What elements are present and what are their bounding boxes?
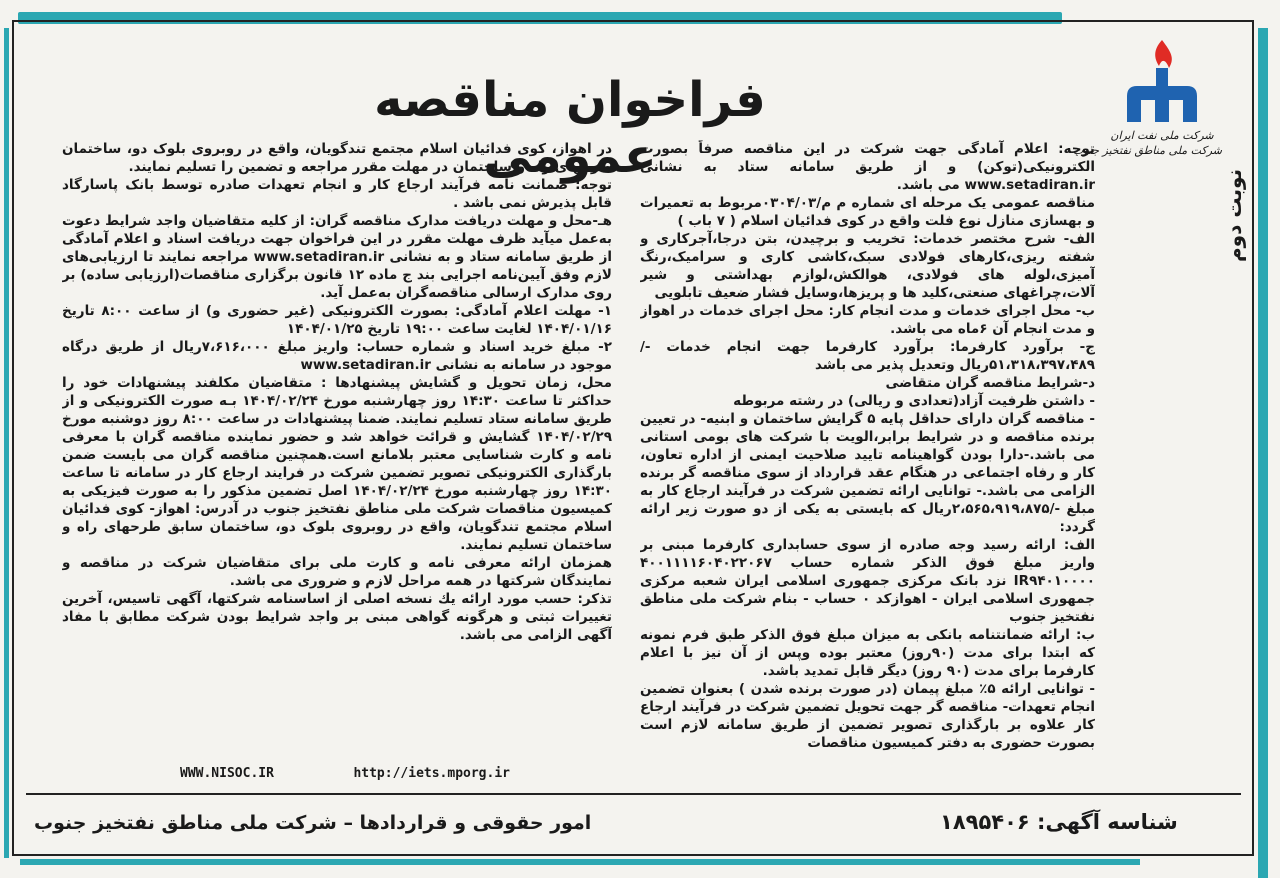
bottom-accent-bar [20, 859, 1140, 865]
paragraph: - توانایی ارائه ۵٪ مبلغ پیمان (در صورت برنده شدن ) بعنوان تضمین انجام تعهدات- مناقصه گر جهت تحویل تضمین شرکت در فرآیند ارجاع کار علاوه بر بارگذاری تصویر تضمین از طریق سامانه لازم است بصورت حضوری به دفتر کمیسیون مناقصات [640, 681, 1095, 751]
paragraph: ج- برآورد کارفرما: برآورد کارفرما جهت انجام خدمات -/۵۱،۳۱۸،۳۹۷،۴۸۹ریال وتعدیل پذیر می باشد [640, 339, 1095, 373]
nisoc-flame-logo-icon [1119, 36, 1205, 128]
paragraph: در اهواز، کوی فدائیان اسلام مجتمع تندگویان، واقع در روبروی بلوک دو، ساختمان طرحهای راه و ساختمان در مهلت مقرر مراجعه و تضمین را تسلیم نمایند. [62, 141, 612, 175]
paragraph: توجه: ضمانت نامه فرآیند ارجاع کار و انجام تعهدات صادره توسط بانک پاسارگاد قابل پذیرش نمی باشد . [62, 177, 612, 211]
logo-line-1: شرکت ملی نفت ایران [1110, 129, 1214, 142]
paragraph: ب- محل اجرای خدمات و مدت انجام کار: محل اجرای خدمات در اهواز و مدت انجام آن ۶ماه می باشد. [640, 303, 1095, 337]
paragraph: - مناقصه گران دارای حداقل پایه ۵ گرایش ساختمان و ابنیه- در تعیین برنده مناقصه و در شرایط برابر،الویت با شرکت های بومی استانی می باشد.-دارا بودن گواهینامه تایید صلاحیت ایمنی از اداره تعاون، کار و رفاه اجتماعی در هنگام عقد قرارداد از سوی مناقصه گر برنده الزامی می باشد.- توانایی ارائه تضمین شرکت در فرآیند ارجاع کار به مبلغ -/۲،۵۶۵،۹۱۹،۸۷۵ریال که بایستی به یکی از دو صورت زیر ارائه گردد: [640, 411, 1095, 535]
paragraph: ۱- مهلت اعلام آمادگی: بصورت الکترونیکی (غیر حضوری و) از ساعت ۸:۰۰ تاریخ ۱۴۰۴/۰۱/۱۶ لغایت ساعت ۱۹:۰۰ تاریخ ۱۴۰۴/۰۱/۲۵ [62, 303, 612, 337]
paragraph: الف- شرح مختصر خدمات: تخریب و برچیدن، بتن درجا،آجرکاری و شفته ریزی،کارهای فولادی سبک،کاشی کاری و سرامیک،رنگ آمیزی،لوله های فولادی، هوالکش،لوازم بهداشتی و شیر آلات،چراغهای صنعتی،کلید ها و پریزها،وسایل فشار ضعیف تابلویی [640, 231, 1095, 301]
paragraph: - داشتن ظرفیت آزاد(تعدادی و ریالی) در رشته مربوطه [733, 393, 1095, 409]
paragraph: ۲- مبلغ خرید اسناد و شماره حساب: واریز مبلغ ۷،۶۱۶،۰۰۰ریال از طریق درگاه موجود در سامانه به نشانی www.setadiran.ir [62, 339, 612, 373]
paragraph: مناقصه عمومی یک مرحله ای شماره م م/۰۳۰۴/۰۳مربوط به تعمیرات و بهسازی منازل نوع فلت واقع در کوی فدائیان اسلام ( ۷ باب ) [640, 195, 1095, 229]
paragraph: محل، زمان تحویل و گشایش پیشنهادها : متقاضیان مکلفند پیشنهادات خود را حداکثر تا ساعت ۱۴:۳۰ روز چهارشنبه مورخ ۱۴۰۴/۰۲/۲۴ بـه صورت الکترونیکی و از طریق سامانه ستاد تسلیم نمایند. ضمنا پیشنهادات در ساعت ۸:۰۰ روز دوشنبه مورخ ۱۴۰۴/۰۲/۲۹ گشایش و قرائت خواهد شد و حضور نماینده مناقصه گران با معرفی نامه و کارت شناسایی معتبر بلامانع است.همچنین مناقصه گران می بایست ضمن بارگذاری الکترونیکی تصویر تضمین شرکت در فرایند ارجاع کار در سامانه تا ساعت ۱۴:۳۰ روز چهارشنبه مورخ ۱۴۰۴/۰۲/۲۴ اصل تضمین مذکور را به صورت فیزیکی به کمیسیون مناقصات شرکت ملی مناطق نفتخیز جنوب در آدرس: اهواز- کوی فدائیان اسلام مجتمع تندگویان، واقع در روبروی بلوک دو، ساختمان سابق طرحهای راه و ساختمان تسلیم نمایند. [62, 375, 612, 553]
paragraph: د-شرایط مناقصه گران متقاضی [885, 375, 1095, 391]
paragraph: ب: ارائه ضمانتنامه بانکی به میزان مبلغ فوق الذکر طبق فرم نمونه که ابتدا برای مدت (۹۰روز) معتبر بوده وپس از آن نیز با اعلام کارفرما برای مدت (۹۰ روز) دیگر قابل تمدید باشد. [640, 627, 1095, 679]
left-accent-bar [4, 28, 9, 858]
round-label: نوبت دوم [1222, 168, 1246, 262]
iets-url[interactable]: http://iets.mporg.ir [353, 766, 510, 781]
notice-id: شناسه آگهی: ۱۸۹۵۴۰۶ [940, 810, 1178, 834]
left-text-column [62, 140, 612, 750]
footer-organization: امور حقوقی و قراردادها – شرکت ملی مناطق نفتخیز جنوب [34, 812, 592, 834]
paragraph: هـ-محل و مهلت دریافت مدارک مناقصه گران: از کلیه متقاضیان واجد شرایط دعوت بەعمل میآید ظرف مهلت مقرر در این فراخوان جهت دریافت اسناد و اعلام آمادگی از طریق سامانه ستاد و به نشانی www.setadiran.ir مراجعه نمایند تا ارزیابی‌های لازم وفق آیین‌نامه اجرایی بند ج ماده ۱۲ قانون برگزاری مناقصات(ارزیابی ساده) بر روی مدارک ارسالی مناقصه‌گران به‌عمل آید. [62, 213, 612, 301]
paragraph: همزمان ارائه معرفی نامه و کارت ملی برای متقاضیان شرکت در مناقصه و نمایندگان شرکتها در همه مراحل لازم و ضروری می باشد. [62, 555, 612, 589]
logo-line-2: شرکت ملی مناطق نفتخیز جنوب [1072, 144, 1222, 157]
right-text-column [640, 140, 1095, 805]
paragraph: توجه: اعلام آمادگی جهت شرکت در این مناقصه صرفاً بصورت الکترونیکی(توکن) و از طریق سامانه ستاد به نشانی www.setadiran.ir می باشد. [640, 141, 1095, 193]
paragraph: تذکر: حسب مورد ارائه یك نسخه اصلی از اساسنامه شرکتها، آگهی تاسیس، آخرین تغییرات ثبتی و هرگونه گواهی مبنی بر واجد شرایط بودن شرکت مطابق با مفاد آگهی الزامی می باشد. [62, 591, 612, 643]
website-links [180, 766, 510, 781]
footer-divider [26, 793, 1241, 795]
notice-title: فراخوان مناقصه عمومی [374, 72, 766, 184]
nisoc-url[interactable]: WWW.NISOC.IR [180, 766, 274, 781]
paragraph: الف: ارائه رسید وجه صادره از سوی حسابداری کارفرما مبنی بر واریز مبلغ فوق الذکر شماره حساب ۴۰۰۱۱۱۱۶۰۴۰۲۲۰۶۷ IR۹۴۰۱۰۰۰۰ نزد بانک مرکزی جمهوری اسلامی ایران شعبه مرکزی جمهوری اسلامی ایران - اهوازکد ۰ حساب - بنام شرکت ملی مناطق نفتخیز جنوب [640, 537, 1095, 625]
company-logo [1072, 36, 1222, 186]
